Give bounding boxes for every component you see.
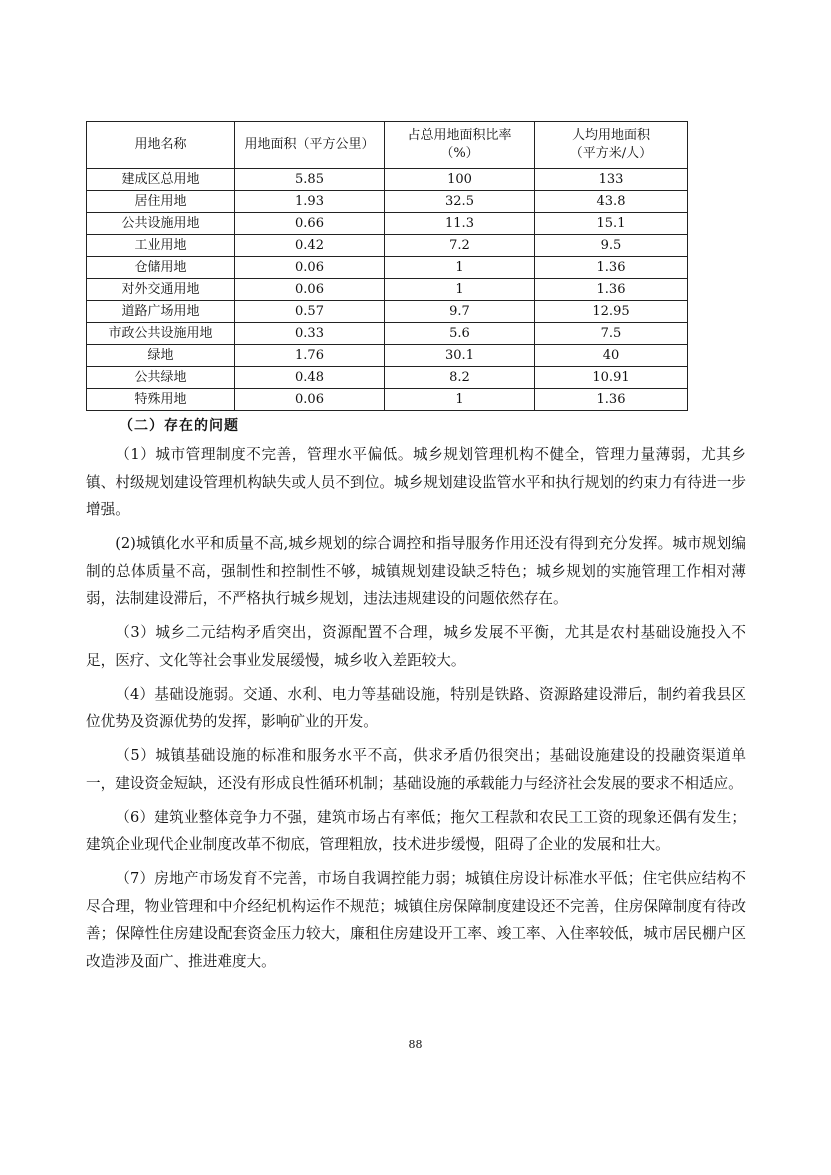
cell-area-ratio: 30.1 [385, 345, 535, 367]
table-row [87, 279, 688, 301]
land-use-table-container [86, 121, 687, 411]
cell-land-name: 绿地 [87, 345, 235, 367]
header-land-area: 用地面积（平方公里） [235, 122, 385, 169]
cell-land-area: 0.66 [235, 213, 385, 235]
cell-land-name: 工业用地 [87, 235, 235, 257]
paragraph-4: （4）基础设施弱。交通、水利、电力等基础设施，特别是铁路、资源路建设滞后，制约着我县区位优势及资源优势的发挥，影响矿业的开发。 [86, 685, 746, 730]
cell-area-ratio: 7.2 [385, 235, 535, 257]
cell-area-ratio: 1 [385, 257, 535, 279]
cell-land-name: 市政公共设施用地 [87, 323, 235, 345]
table-row [87, 235, 688, 257]
header-per-capita-area: 人均用地面积 （平方米/人） [535, 122, 688, 169]
cell-land-area: 0.06 [235, 279, 385, 301]
cell-land-area: 1.93 [235, 191, 385, 213]
paragraph-5: （5）城镇基础设施的标准和服务水平不高，供求矛盾仍很突出；基础设施建设的投融资渠道单一，建设资金短缺，还没有形成良性循环机制；基础设施的承载能力与经济社会发展的要求不相适应。 [86, 747, 746, 792]
cell-land-name: 对外交通用地 [87, 279, 235, 301]
cell-per-capita-area: 1.36 [535, 257, 688, 279]
table-row [87, 257, 688, 279]
cell-land-name: 道路广场用地 [87, 301, 235, 323]
cell-land-area: 1.76 [235, 345, 385, 367]
cell-per-capita-area: 15.1 [535, 213, 688, 235]
cell-area-ratio: 1 [385, 279, 535, 301]
land-use-table [86, 121, 688, 411]
table-row [87, 345, 688, 367]
cell-area-ratio: 9.7 [385, 301, 535, 323]
cell-land-area: 0.06 [235, 257, 385, 279]
cell-land-name: 特殊用地 [87, 389, 235, 411]
cell-area-ratio: 8.2 [385, 367, 535, 389]
paragraph-2: (2)城镇化水平和质量不高,城乡规划的综合调控和指导服务作用还没有得到充分发挥。城市规划编制的总体质量不高，强制性和控制性不够，城镇规划建设缺乏特色；城乡规划的实施管理工作相对薄弱，法制建设滞后，不严格执行城乡规划，违法违规建设的问题依然存在。 [86, 535, 746, 607]
cell-land-area: 0.42 [235, 235, 385, 257]
table-row [87, 169, 688, 191]
header-area-ratio: 占总用地面积比率 （%） [385, 122, 535, 169]
paragraph-6: （6）建筑业整体竞争力不强，建筑市场占有率低；拖欠工程款和农民工工资的现象还偶有发生；建筑企业现代企业制度改革不彻底，管理粗放，技术进步缓慢，阻碍了企业的发展和壮大。 [86, 808, 746, 853]
table-row [87, 367, 688, 389]
cell-per-capita-area: 7.5 [535, 323, 688, 345]
cell-land-area: 0.48 [235, 367, 385, 389]
cell-land-area: 0.06 [235, 389, 385, 411]
section-heading: （二）存在的问题 [119, 418, 239, 434]
cell-land-name: 建成区总用地 [87, 169, 235, 191]
cell-per-capita-area: 43.8 [535, 191, 688, 213]
paragraph-3: （3）城乡二元结构矛盾突出，资源配置不合理，城乡发展不平衡，尤其是农村基础设施投入不足，医疗、文化等社会事业发展缓慢，城乡收入差距较大。 [86, 624, 746, 669]
cell-per-capita-area: 9.5 [535, 235, 688, 257]
table-row [87, 389, 688, 411]
cell-per-capita-area: 10.91 [535, 367, 688, 389]
cell-area-ratio: 11.3 [385, 213, 535, 235]
header-land-name: 用地名称 [87, 122, 235, 169]
cell-area-ratio: 1 [385, 389, 535, 411]
cell-land-name: 居住用地 [87, 191, 235, 213]
cell-per-capita-area: 12.95 [535, 301, 688, 323]
cell-per-capita-area: 40 [535, 345, 688, 367]
page-number: 88 [408, 1038, 423, 1051]
cell-area-ratio: 100 [385, 169, 535, 191]
cell-per-capita-area: 1.36 [535, 389, 688, 411]
cell-area-ratio: 32.5 [385, 191, 535, 213]
table-row [87, 213, 688, 235]
body-text [86, 441, 746, 982]
paragraph-7: （7）房地产市场发育不完善，市场自我调控能力弱；城镇住房设计标准水平低；住宅供应结构不尽合理，物业管理和中介经纪机构运作不规范；城镇住房保障制度建设还不完善，住房保障制度有待改善；保障性住房建设配套资金压力较大，廉租住房建设开工率、竣工率、入住率较低，城市居民棚户区改造涉及面广、推进难度大。 [86, 870, 746, 970]
cell-per-capita-area: 1.36 [535, 279, 688, 301]
cell-land-area: 0.33 [235, 323, 385, 345]
paragraph-1: （1）城市管理制度不完善，管理水平偏低。城乡规划管理机构不健全，管理力量薄弱，尤其乡镇、村级规划建设管理机构缺失或人员不到位。城乡规划建设监管水平和执行规划的约束力有待进一步增强。 [86, 446, 746, 518]
cell-land-name: 仓储用地 [87, 257, 235, 279]
cell-land-area: 0.57 [235, 301, 385, 323]
cell-per-capita-area: 133 [535, 169, 688, 191]
cell-area-ratio: 5.6 [385, 323, 535, 345]
table-row [87, 323, 688, 345]
table-header-row [87, 122, 688, 169]
table-row [87, 301, 688, 323]
cell-land-area: 5.85 [235, 169, 385, 191]
cell-land-name: 公共设施用地 [87, 213, 235, 235]
table-body [87, 169, 688, 411]
cell-land-name: 公共绿地 [87, 367, 235, 389]
table-row [87, 191, 688, 213]
